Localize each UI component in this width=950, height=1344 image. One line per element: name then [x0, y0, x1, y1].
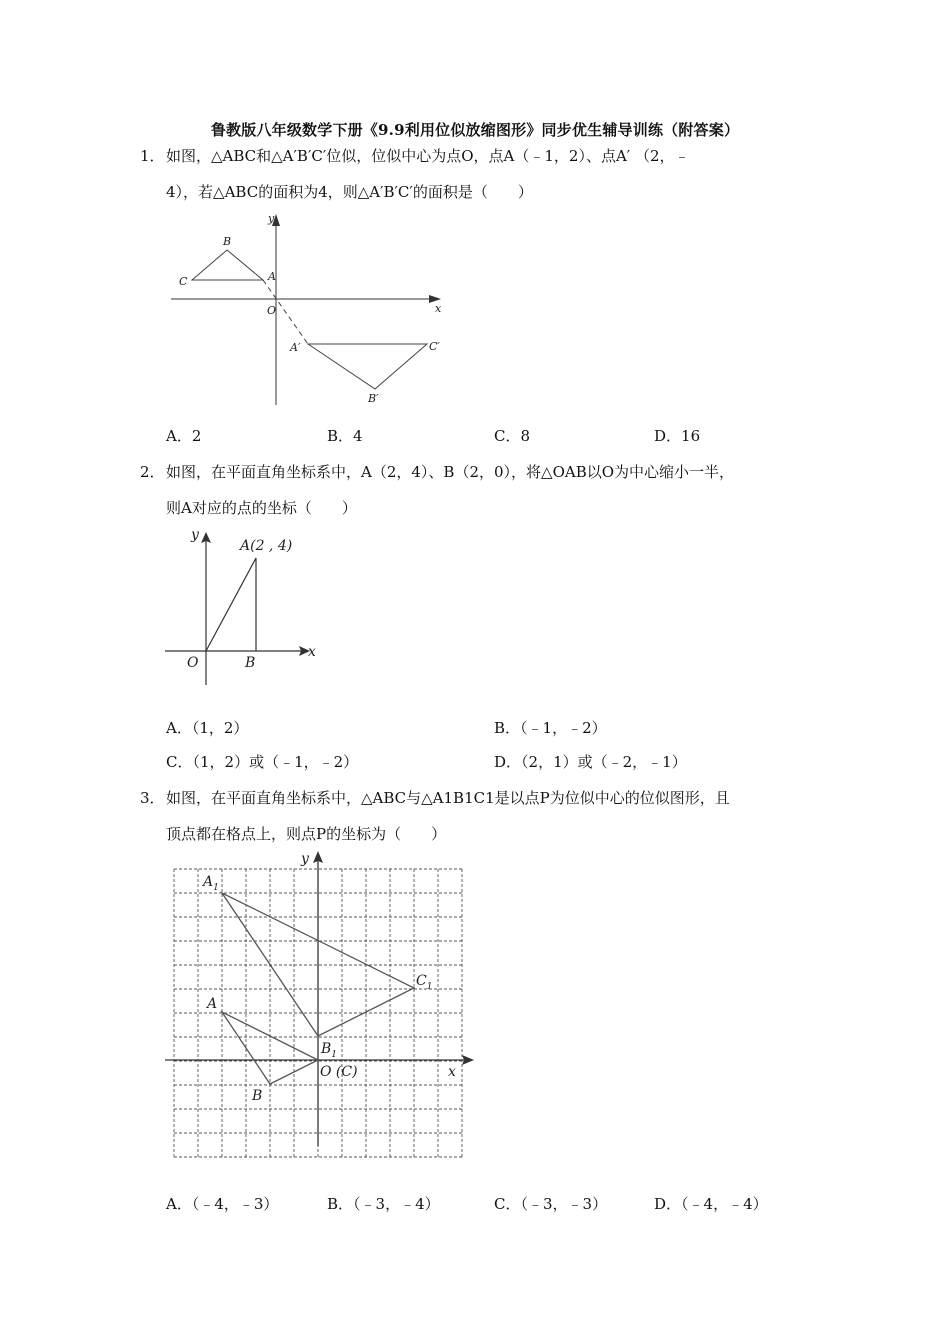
figure-1	[165, 210, 465, 410]
q2-option-b-value: （﹣1，﹣2）	[520, 719, 607, 737]
q2-option-c[interactable]	[166, 751, 358, 772]
q3-option-a-value: （﹣4，﹣3）	[191, 1195, 279, 1213]
fig2-label-x: x	[308, 644, 316, 660]
q3-option-d-value: （﹣4，﹣4）	[681, 1195, 768, 1213]
question-2-cont	[166, 490, 856, 526]
q1-option-c-value: 8	[520, 427, 531, 445]
q1-option-b-letter: B．	[327, 427, 354, 445]
fig1-triangle-a1b1c1	[308, 344, 427, 389]
q3-option-a-letter: A．	[166, 1195, 192, 1213]
q2-option-d-letter: D．	[494, 753, 522, 771]
fig2-label-y: y	[191, 527, 199, 543]
q3-option-b-letter: B．	[327, 1195, 354, 1213]
question-2	[140, 454, 830, 490]
fig2-label-b: B	[245, 655, 256, 671]
fig3-label-oc: O (C)	[320, 1064, 358, 1080]
q3-option-b[interactable]	[327, 1193, 440, 1214]
q1-option-d-value: 16	[681, 427, 701, 445]
q1-option-d-letter: D．	[654, 427, 682, 445]
fig3-label-a1-main: A	[203, 874, 214, 890]
question-3-line1: 如图，在平面直角坐标系中，△ABC与△A1B1C1是以点P为位似中心的位似图形，且	[166, 789, 730, 807]
question-3	[140, 780, 830, 816]
q2-option-a-value: （1，2）	[191, 719, 249, 737]
q3-option-b-value: （﹣3，﹣4）	[353, 1195, 440, 1213]
q1-option-c-letter: C．	[494, 427, 521, 445]
question-2-number: 2．	[140, 463, 165, 481]
fig3-triangle-abc	[222, 1012, 318, 1084]
fig3-label-b: B	[252, 1088, 263, 1104]
q3-option-d[interactable]	[654, 1193, 768, 1214]
q2-option-b[interactable]	[494, 717, 607, 738]
fig3-label-x: x	[448, 1064, 456, 1080]
fig1-label-a: A	[268, 270, 276, 283]
q3-option-c[interactable]	[494, 1193, 607, 1214]
fig3-label-a1-sub: 1	[213, 883, 219, 893]
fig1-label-b1: B′	[368, 392, 379, 405]
fig3-label-c1-sub: 1	[426, 982, 433, 992]
q1-option-b-value: 4	[353, 427, 363, 445]
fig1-label-a1: A′	[290, 341, 301, 354]
fig1-label-y: y	[268, 212, 275, 225]
fig3-label-b1-sub: 1	[331, 1050, 338, 1060]
question-1-number: 1．	[140, 147, 165, 165]
question-3-cont	[166, 816, 856, 852]
question-2-line2: 则A对应的点的坐标（ ）	[166, 499, 357, 517]
page-title: 鲁教版八年级数学下册《9.9利用位似放缩图形》同步优生辅导训练（附答案）	[210, 121, 740, 139]
question-1-line2: 4），若△ABC的面积为4，则△A′B′C′的面积是（ ）	[166, 183, 533, 201]
fig1-triangle-abc	[192, 250, 263, 280]
fig1-label-x: x	[435, 302, 442, 315]
q1-option-d[interactable]	[654, 425, 700, 446]
fig2-label-o: O	[187, 655, 199, 671]
q3-option-d-letter: D．	[654, 1195, 682, 1213]
q3-option-c-letter: C．	[494, 1195, 521, 1213]
q2-option-c-letter: C．	[166, 753, 193, 771]
q2-option-d-value: （2，1）或（﹣2，﹣1）	[521, 753, 687, 771]
q2-option-a-letter: A．	[166, 719, 192, 737]
fig3-label-b1	[320, 1041, 337, 1060]
question-1-line1: 如图，△ABC和△A′B′C′位似，位似中心为点O，点A（﹣1，2）、点A′ （2，﹣	[166, 147, 690, 165]
q2-option-d[interactable]	[494, 751, 687, 772]
question-3-line2: 顶点都在格点上，则点P的坐标为（ ）	[166, 825, 447, 843]
q3-option-c-value: （﹣3，﹣3）	[520, 1195, 608, 1213]
question-3-number: 3．	[140, 789, 165, 807]
fig3-label-b1-main: B	[321, 1041, 332, 1057]
fig1-label-b: B	[223, 235, 232, 248]
question-2-line1: 如图，在平面直角坐标系中，A（2，4）、B（2，0），将△OAB以O为中心缩小一半，	[166, 463, 735, 481]
fig3-label-a1	[201, 874, 219, 893]
q2-option-c-value: （1，2）或（﹣1，﹣2）	[192, 753, 359, 771]
question-1	[140, 138, 830, 174]
q1-option-c[interactable]	[494, 425, 530, 446]
fig1-label-o: O	[267, 304, 277, 317]
q1-option-b[interactable]	[327, 425, 363, 446]
fig3-label-y: y	[301, 851, 309, 867]
fig3-label-a: A	[207, 996, 218, 1012]
q1-option-a[interactable]	[166, 425, 201, 446]
fig2-label-a: A(2 , 4)	[240, 538, 293, 554]
q2-option-b-letter: B．	[494, 719, 521, 737]
fig3-label-c1-main: C	[416, 973, 427, 989]
question-1-cont	[166, 174, 856, 210]
fig2-segment-oa	[206, 558, 256, 651]
fig1-label-c1: C′	[429, 340, 440, 353]
q1-option-a-letter: A．	[166, 427, 192, 445]
figure-2	[160, 525, 330, 690]
q1-option-a-value: 2	[191, 427, 202, 445]
q2-option-a[interactable]	[166, 717, 248, 738]
figure-3	[160, 848, 480, 1168]
q3-option-a[interactable]	[166, 1193, 278, 1214]
fig1-label-c: C	[179, 275, 188, 288]
